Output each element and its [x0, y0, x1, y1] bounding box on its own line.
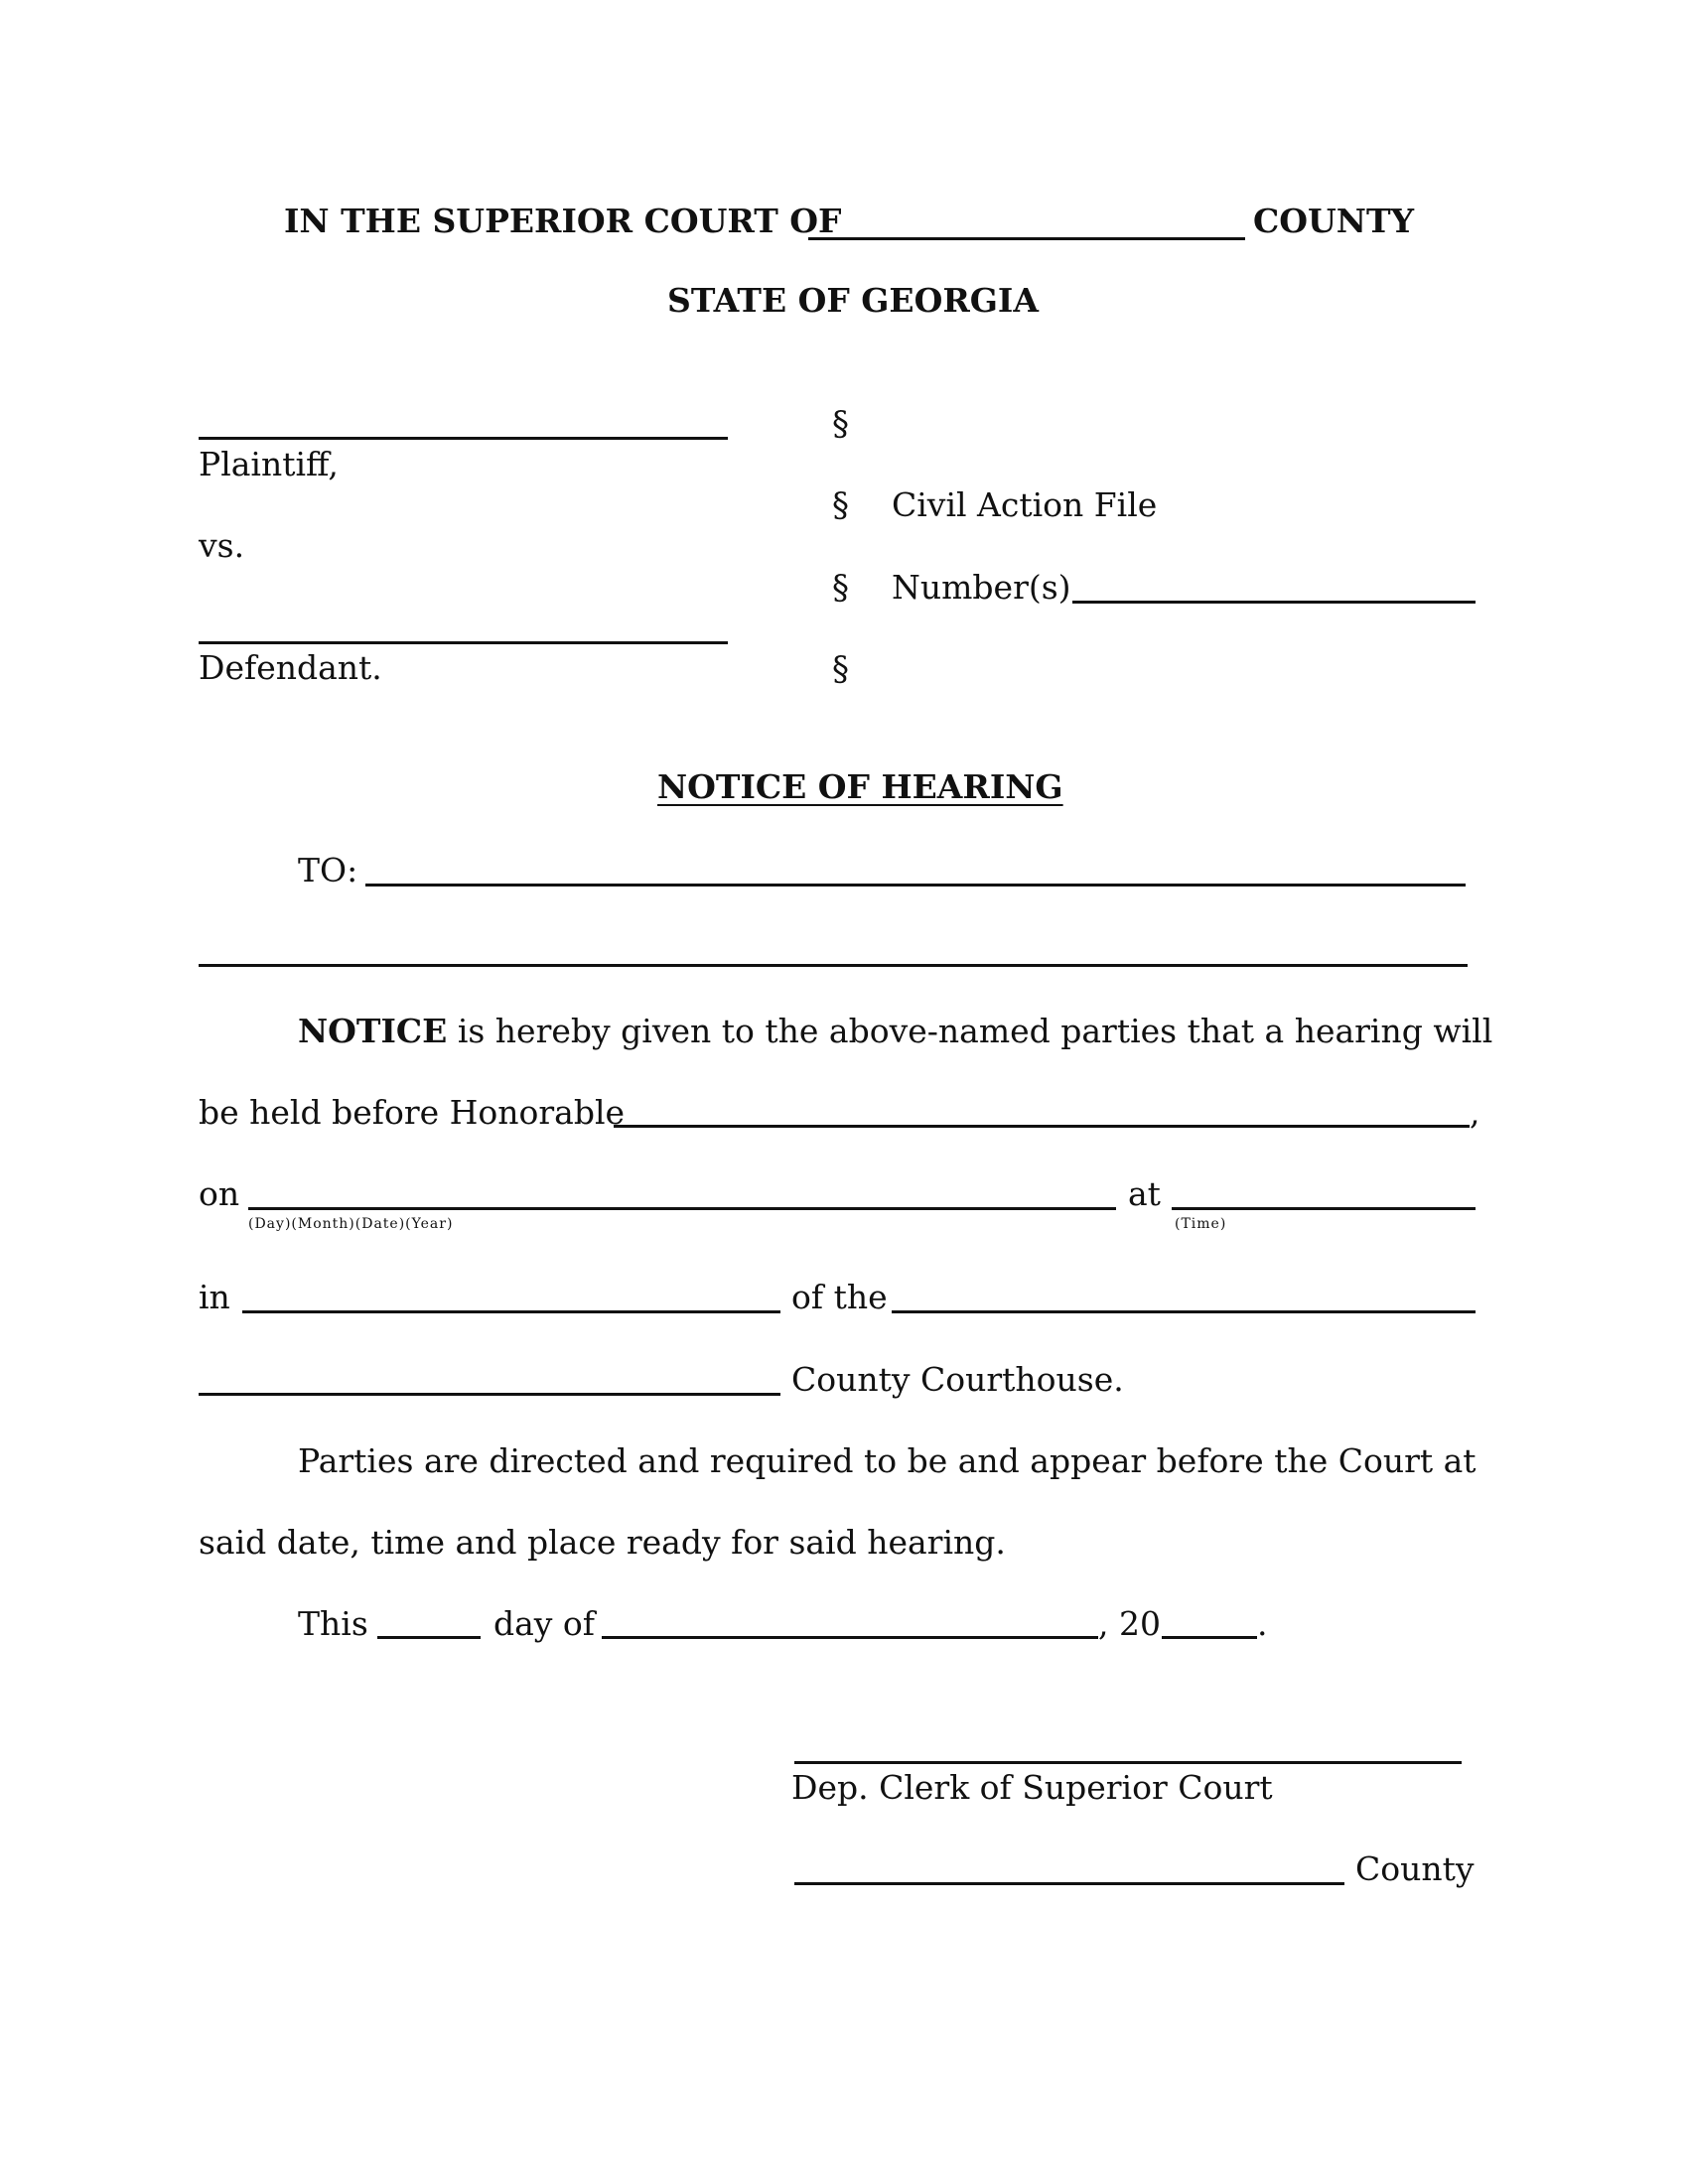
clerk-signature-blank[interactable] [794, 1761, 1462, 1764]
at-label: at [1128, 1174, 1161, 1213]
comma: , [1470, 1093, 1480, 1132]
clerk-title: Dep. Clerk of Superior Court [791, 1768, 1273, 1807]
parties-text-line2: said date, time and place ready for said hearing. [199, 1523, 1006, 1562]
clerk-county-label: County [1355, 1849, 1475, 1888]
day-of-label: day of [493, 1604, 596, 1643]
notice-lead-bold: NOTICE [298, 1012, 448, 1050]
to-label: TO: [298, 851, 358, 889]
section-mark: § [832, 568, 849, 608]
section-mark: § [832, 485, 849, 525]
court-heading-prefix: IN THE SUPERIOR COURT OF [284, 202, 842, 240]
judge-name-blank[interactable] [614, 1125, 1470, 1128]
clerk-county-blank[interactable] [794, 1882, 1344, 1885]
notice-lead-text: is hereby given to the above-named parties that a hearing will [457, 1012, 1493, 1050]
court-heading-suffix: COUNTY [1253, 202, 1415, 240]
time-hint: (Time) [1175, 1216, 1227, 1232]
date-hint: (Day)(Month)(Date)(Year) [248, 1216, 454, 1232]
state-heading: STATE OF GEORGIA [667, 281, 1039, 320]
section-mark: § [832, 649, 849, 689]
year-prefix: , 20 [1098, 1604, 1161, 1643]
building-blank[interactable] [892, 1310, 1476, 1313]
hearing-time-blank[interactable] [1172, 1207, 1476, 1210]
period: . [1257, 1604, 1268, 1643]
plaintiff-name-blank[interactable] [199, 437, 728, 440]
held-before-label: be held before Honorable [199, 1093, 626, 1132]
defendant-label: Defendant. [199, 648, 382, 687]
month-blank[interactable] [602, 1636, 1098, 1639]
courtroom-blank[interactable] [242, 1310, 780, 1313]
on-label: on [199, 1174, 240, 1213]
hearing-date-blank[interactable] [248, 1207, 1116, 1210]
civil-action-label: Civil Action File [892, 485, 1158, 524]
recipient-blank-2[interactable] [199, 964, 1468, 967]
recipient-blank[interactable] [365, 884, 1466, 887]
of-the-label: of the [791, 1278, 888, 1316]
county-name-blank[interactable] [808, 237, 1245, 240]
vs-label: vs. [199, 526, 245, 565]
parties-text-line1: Parties are directed and required to be and appear before the Court at [298, 1441, 1477, 1480]
courthouse-county-blank[interactable] [199, 1393, 780, 1396]
case-number-label: Number(s) [892, 568, 1071, 607]
notice-lead-line [298, 1012, 1493, 1050]
in-label: in [199, 1278, 230, 1316]
section-mark: § [832, 404, 849, 444]
courthouse-label: County Courthouse. [791, 1360, 1124, 1399]
day-blank[interactable] [377, 1636, 481, 1639]
year-blank[interactable] [1162, 1636, 1257, 1639]
case-number-blank[interactable] [1072, 601, 1476, 604]
plaintiff-label: Plaintiff, [199, 445, 339, 483]
defendant-name-blank[interactable] [199, 641, 728, 644]
notice-title: NOTICE OF HEARING [657, 767, 1063, 806]
this-label: This [298, 1604, 368, 1643]
